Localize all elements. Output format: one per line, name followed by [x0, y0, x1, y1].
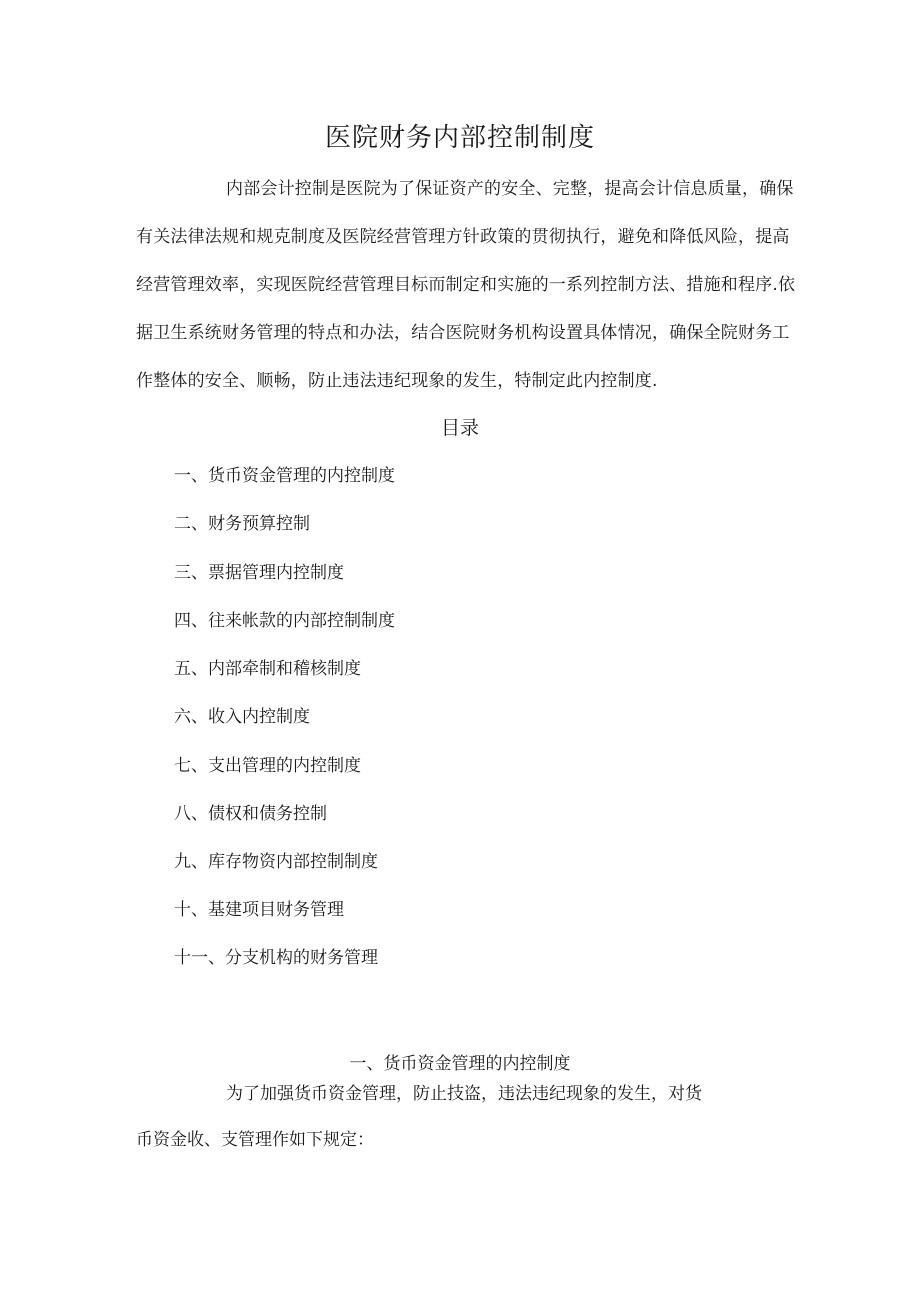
- toc-item: 三、票据管理内控制度: [174, 563, 344, 583]
- toc-item: 七、支出管理的内控制度: [174, 756, 361, 776]
- toc-item: 六、收入内控制度: [174, 707, 310, 727]
- toc-title: 目录: [440, 417, 479, 439]
- intro-paragraph-line: 内部会计控制是医院为了保证资产的安全、完整，提高会计信息质量，确保: [226, 179, 794, 199]
- section-paragraph-line: 币资金收、支管理作如下规定：: [136, 1130, 374, 1150]
- document-title: 医院财务内部控制制度: [324, 123, 595, 153]
- section-heading: 一、货币资金管理的内控制度: [349, 1054, 571, 1074]
- intro-paragraph-line: 作整体的安全、顺畅，防止违法违纪现象的发生，特制定此内控制度.: [136, 371, 658, 391]
- intro-paragraph-line: 经营管理效率，实现医院经营管理目标而制定和实施的一系列控制方法、措施和程序.依: [136, 275, 796, 295]
- intro-paragraph-line: 据卫生系统财务管理的特点和办法，结合医院财务机构设置具体情况，确保全院财务工: [136, 323, 790, 343]
- toc-item: 九、库存物资内部控制制度: [174, 852, 378, 872]
- intro-paragraph-line: 有关法律法规和规克制度及医院经营管理方针政策的贯彻执行，避免和降低风险，提高: [136, 227, 790, 247]
- section-paragraph-line: 为了加强货币资金管理，防止技盗，违法违纪现象的发生，对货: [226, 1084, 702, 1104]
- toc-item: 一、货币资金管理的内控制度: [174, 466, 395, 486]
- toc-item: 四、往来帐款的内部控制制度: [174, 611, 395, 631]
- toc-item: 八、债权和债务控制: [174, 804, 327, 824]
- toc-item: 十一、分支机构的财务管理: [174, 948, 378, 968]
- toc-item: 五、内部牵制和稽核制度: [174, 659, 361, 679]
- toc-item: 二、财务预算控制: [174, 514, 310, 534]
- toc-item: 十、基建项目财务管理: [174, 900, 344, 920]
